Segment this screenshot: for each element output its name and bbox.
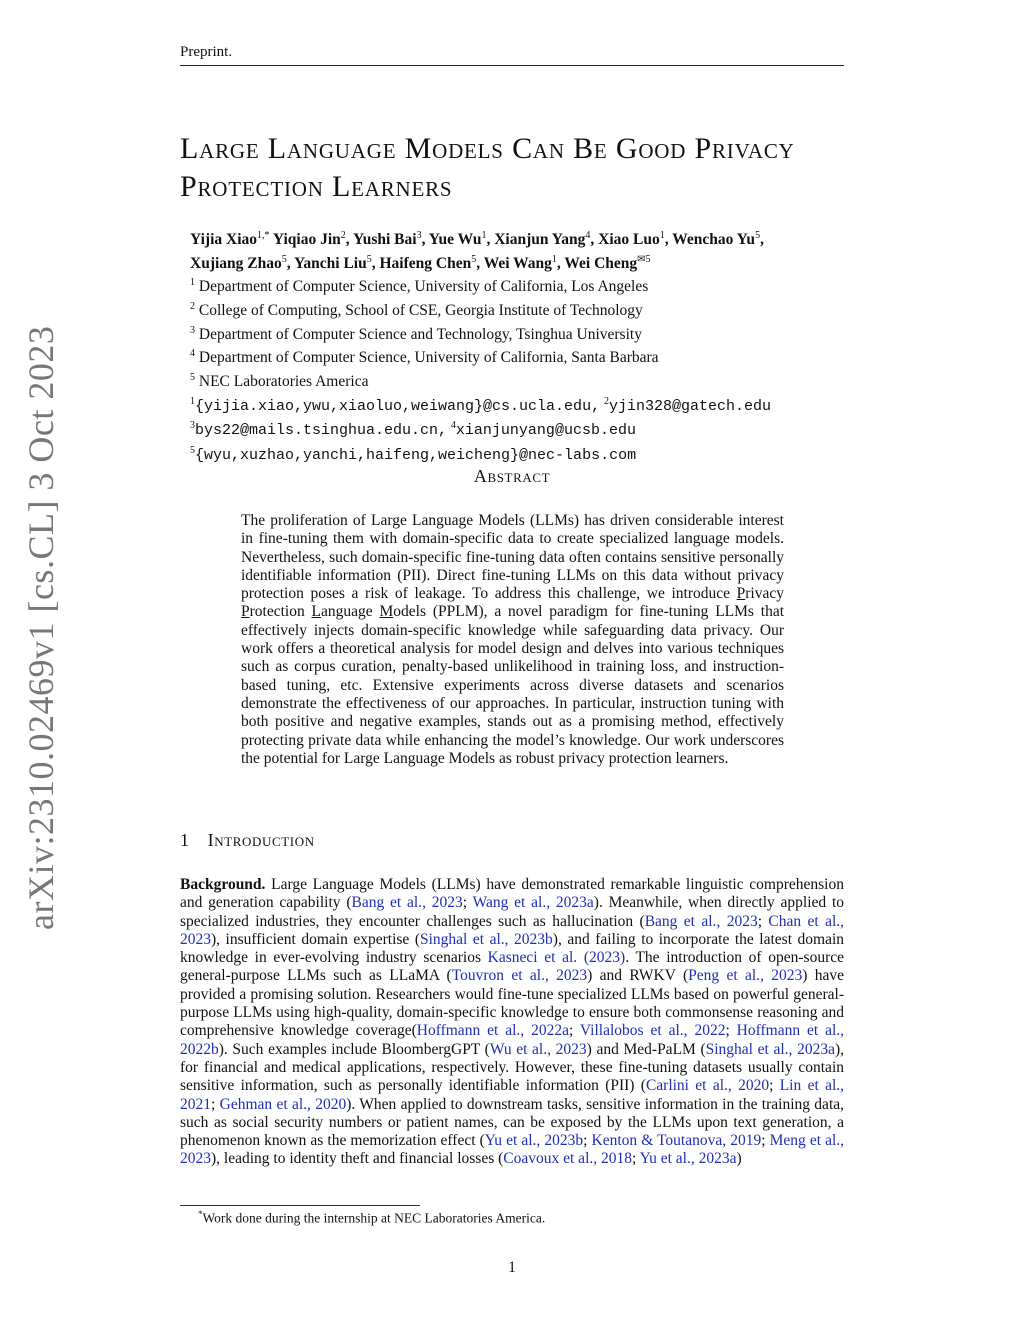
affiliation [190,321,870,345]
body-text: ) and RWKV ( [587,967,689,985]
body-text: . The introduction of open-source general-purpose LLMs such as LLaMA ( [180,949,845,985]
citation-link[interactable]: Yu et al., 2023a [639,1150,737,1168]
citation-link[interactable]: Hoffmann et al., 2022a [416,1022,569,1040]
citation-author: Hoffmann et al. [736,1022,841,1040]
email[interactable]: yjin328@gatech.edu [608,397,771,415]
abstract-text: (PPLM), a novel paradigm for fine-tuning LLMs that effectively injects domain-specific knowledge while safeguarding data privacy. Our work offers a theoretical analysis for model design and delves into various techniques such as corpus curation, penalty-based unlikelihood in training loss, and instruction-based tuning, etc. Extensive experiments across diverse datasets and scenarios demonstrate the effectiveness of our approaches. In particular, instruction tuning with both positive and negative examples, stands out as a promising method, effectively protecting private data while enhancing the model’s knowledge. Our work underscores the potential for Large Language Models as robust privacy protection learners. [241,603,785,767]
body-text: Large Language Models (LLMs) have demonstrated remarkable linguistic comprehension and generation capability ( [180,876,844,912]
affiliation-sup: 4 [190,348,195,360]
abstract-text: odels [393,603,426,621]
citation-link[interactable]: Singhal et al., 2023a [705,1040,835,1058]
email[interactable]: {wyu,xuzhao,yanchi,haifeng,weicheng}@nec-labs.com [195,447,637,465]
citation-year: 2023 [556,967,588,985]
underlined-letter: M [379,603,394,621]
citation-author: Touvron et al. [451,967,545,985]
citation-author: Singhal et al. [705,1040,789,1058]
affiliation [190,273,870,297]
author-sup: 1 [659,230,665,241]
body-text: ), and failing to incorporate the latest domain knowledge in ever-evolving industry scenarios [180,930,844,967]
citation-link[interactable]: Lin et al., 2021 [180,1077,845,1113]
email-line [190,392,870,417]
author: Wei Cheng [564,254,638,272]
author-mark: ,* [262,230,270,241]
citation-author: Hoffmann et al. [416,1022,521,1040]
abstract-heading: Abstract [473,466,551,486]
author-sup: 5 [471,253,477,265]
affiliation [190,368,870,392]
email[interactable]: bys22@mails.tsinghua.edu.cn, [195,422,448,440]
author: Haifeng Chen [379,254,472,272]
citation-link[interactable]: Gehman et al., 2020 [219,1095,347,1113]
paragraph-lead: Background. [180,876,266,893]
body-text: ). When applied to downstream tasks, sensitive information in the training data, such as social security numbers or patient names, can be exposed by the LLMs upon text generation, a phenomenon known as the memorization effect ( [180,1095,844,1150]
author: Xiao Luo [598,231,660,249]
author: Wenchao Yu [672,231,756,249]
author-names: Yijia Xiao$^{1,*}$ Yiqiao Jin$^2$, Yushi Bai$^3$, Yue Wu$^1$, Xianjun Yang$^4$, Xiao Luo$^1$, Wenchao Yu$^5$, Xujiang Zhao$^5$, Yanchi Liu$^5$, Haifeng Chen$^5$, Wei Wang$^1$, Wei Cheng$^{✉5}$ [190,230,764,272]
author: Yijia Xiao [190,231,258,249]
citation-link[interactable]: Meng et al., 2023 [180,1132,845,1168]
citation-author: Yu et al. [639,1150,691,1168]
abstract-text: rivacy [745,585,784,603]
affiliation-sup: 2 [190,300,195,312]
author-sup: 4 [585,230,591,241]
page-number: 1 [508,1259,516,1276]
affiliation-sup: 3 [190,324,195,336]
abstract-text: rotection [249,603,312,621]
citation-link[interactable]: Chan et al., 2023 [180,912,844,948]
email-sup: 5 [190,444,195,456]
citation-year: 2023b [544,1132,584,1150]
author-sup: 2 [340,230,346,241]
citation-author: Singhal et al. [420,930,505,948]
citation-year: 2020 [315,1095,347,1113]
citation-year: 2022a [531,1022,569,1040]
citation-author: Bang et al. [351,894,423,912]
citation-link[interactable]: Kenton & Toutanova, 2019 [591,1132,762,1150]
body-text: ), insufficient domain expertise ( [211,930,420,948]
citation-year: 2019 [730,1132,762,1150]
body-text: ), leading to identity theft and financial losses ( [211,1150,504,1168]
citation-author: Bang et al. [644,912,717,930]
author-sup: 1 [257,230,263,241]
citation-author: Wu et al. [489,1040,548,1058]
citation-link[interactable]: Kasneci et al. (2023) [487,949,626,967]
body-text: ) have provided a promising solution. Researchers would fine-tune specialized LLMs based on powerful general-purpose LLMs using high-quality, domain-specific knowledge to ensure both commonsense reasoning and comprehensive knowledge coverage( [180,967,845,1040]
affiliation-text: Department of Computer Science, University of California, Santa Barbara [198,349,659,367]
citation-year: 2023a [555,894,594,912]
citation-year: 2023 [555,1040,587,1058]
section-number: 1 [180,830,190,850]
citation-year: 2023 [431,894,463,912]
citation-link[interactable]: Touvron et al., 2023 [451,967,588,985]
citation-author: Yu et al. [484,1132,537,1150]
author: Xujiang Zhao [190,254,282,272]
citation-link[interactable]: Carlini et al., 2020 [645,1077,770,1095]
affiliation [190,344,870,368]
introduction-body: Background. Large Language Models (LLMs) have demonstrated remarkable linguistic comprehension and generation capability (Bang et al., 2023; Wang et al., 2023a). Meanwhile, when directly applied to specialized industries, they encounter challenges such as hallucination (Bang et al., 2023; Chan et al., 2023), insufficient domain expertise (Singhal et al., 2023b), and failing to incorporate the latest domain knowledge in ever-evolving industry scenarios Kasneci et al. (2023). The introduction of open-source general-purpose LLMs such as LLaMA (Touvron et al., 2023) and RWKV (Peng et al., 2023) have provided a promising solution. Researchers would fine-tune specialized LLMs based on powerful general-purpose LLMs using high-quality, domain-specific knowledge to ensure both commonsense reasoning and comprehensive knowledge coverage(Hoffmann et al., 2022a; Villalobos et al., 2022; Hoffmann et al., 2022b). Such examples include BloombergGPT (Wu et al., 2023) and Med-PaLM (Singhal et al., 2023a), for financial and medical applications, respectively. However, these fine-tuning datasets usually contain sensitive information, such as personally identifiable information (PII) (Carlini et al., 2020; Lin et al., 2021; Gehman et al., 2020). When applied to downstream tasks, sensitive information in the training data, such as social security numbers or patient names, can be exposed by the LLMs upon text generation, a phenomenon known as the memorization effect (Yu et al., 2023b; Kenton & Toutanova, 2019; Meng et al., 2023), leading to identity theft and financial losses (Coavoux et al., 2018; Yu et al., 2023a) [180,876,845,1168]
author-sup: 1 [481,230,487,241]
citation-year: 2023 [180,1150,211,1168]
body-text: ) [736,1150,742,1168]
citation-author: Carlini et al. [645,1077,728,1095]
citation-author: Chan et al. [768,912,841,930]
author: Xianjun Yang [494,231,586,249]
email-line [190,441,870,466]
citation-author: Coavoux et al. [503,1150,594,1168]
running-header: Preprint. [180,44,233,60]
abstract-text: anguage [321,603,380,621]
citation-author: Meng et al. [769,1132,841,1150]
citation-link[interactable]: Bang et al., 2023 [351,894,463,912]
citation-link[interactable]: Villalobos et al., 2022 [579,1022,726,1040]
citation-year: 2023 [589,949,621,967]
affiliation-sup: 5 [190,371,195,383]
citation-year: 2023 [771,967,803,985]
citation-link[interactable]: Hoffmann et al., 2022b [180,1022,845,1058]
citation-year: 2021 [180,1095,211,1113]
citation-author: Peng et al. [688,967,761,985]
citation-year: 2022 [694,1022,726,1040]
underlined-letter: P [241,603,250,621]
affiliation-text: College of Computing, School of CSE, Georgia Institute of Technology [198,302,643,320]
email-sup: 3 [190,420,195,432]
footnote [198,1209,545,1227]
section-heading-introduction [180,830,315,851]
abstract-body [241,512,784,768]
footnote-text: Work done during the internship at NEC Laboratories America. [202,1210,546,1226]
author-block [190,226,870,466]
citation-author: Gehman et al. [219,1095,308,1113]
citation-year: 2023 [180,930,211,948]
email-sup: 4 [450,420,456,432]
citation-link[interactable]: Wu et al., 2023 [489,1040,587,1058]
author-sup: 1 [551,253,557,265]
affiliation-text: Department of Computer Science, University of California, Los Angeles [198,278,649,296]
citation-author: Wang et al. [472,894,547,912]
underlined-letter: P [736,585,746,603]
citation-link[interactable]: Wang et al., 2023a [472,894,594,912]
section-title: Introduction [207,830,315,850]
author: Yue Wu [428,231,482,249]
paper-title [180,130,860,206]
arxiv-stamp: arXiv:2310.02469v1 [cs.CL] 3 Oct 2023 [21,325,61,930]
author-sup: 5 [755,230,761,241]
citation-author: Kenton & Toutanova [591,1132,723,1150]
citation-link[interactable]: Peng et al., 2023 [688,967,803,985]
email[interactable]: xianjunyang@ucsb.edu [455,422,636,440]
body-text: ). Meanwhile, when directly applied to specialized industries, they encounter challenges such as hallucination ( [180,894,845,930]
affiliation [190,297,870,321]
author: Yushi Bai [352,231,417,249]
citation-year: 2022b [180,1040,219,1058]
citation-link[interactable]: Singhal et al., 2023b [420,930,553,948]
citation-year: 2020 [738,1077,770,1095]
email-sup: 2 [603,395,609,407]
affiliation-text: Department of Computer Science and Technology, Tsinghua University [198,325,642,343]
citation-year: 2023a [698,1150,737,1168]
citation-author: Lin et al. [779,1077,841,1095]
body-text: ), for financial and medical applications, respectively. However, these fine-tuning datasets usually contain sensitive information, such as personally identifiable information (PII) ( [180,1040,844,1095]
author: Wei Wang [483,254,552,272]
title-line-2: Protection Learners [180,170,453,203]
citation-author: Kasneci et al. [487,949,578,967]
body-text: ). Such examples include BloombergGPT ( [218,1040,490,1058]
title-line-1: Large Language Models Can Be Good Privacy [180,132,795,165]
body-text: ) and Med-PaLM ( [586,1040,706,1058]
citation-link[interactable]: Coavoux et al., 2018 [503,1150,632,1168]
affiliation-sup: 1 [190,277,195,289]
author-sup: 3 [416,230,422,241]
author: Yanchi Liu [293,254,367,272]
citation-author: Villalobos et al. [579,1022,684,1040]
citation-year: 2018 [601,1150,632,1168]
abstract-text: The proliferation of Large Language Models (LLMs) has driven considerable interest in fine-tuning them with domain-specific data to create specialized language models. Nevertheless, such domain-specific fine-tuning data often contains sensitive personally identifiable information (PII). Direct fine-tuning LLMs on this data without privacy protection poses a risk of leakage. To address this challenge, we introduce [241,512,784,603]
author: Yiqiao Jin [272,231,341,249]
email-line [190,416,870,441]
citation-link[interactable]: Yu et al., 2023b [484,1132,584,1150]
citation-year: 2023 [726,912,758,930]
footnote-mark: * [198,1209,203,1219]
affiliation-text: NEC Laboratories America [198,373,369,391]
citation-link[interactable]: Bang et al., 2023 [644,912,758,930]
email[interactable]: {yijia.xiao,ywu,xiaoluo,weiwang}@cs.ucla.edu, [195,397,601,415]
author-sup: 5 [366,253,372,265]
underlined-letter: L [311,603,322,621]
citation-year: 2023a [797,1040,835,1058]
header-rule [180,65,844,66]
footnote-rule [180,1205,420,1206]
citation-year: 2023b [514,930,553,948]
author-sup: 5 [281,253,287,265]
author-sup: ✉5 [637,253,651,265]
email-sup: 1 [190,395,195,407]
